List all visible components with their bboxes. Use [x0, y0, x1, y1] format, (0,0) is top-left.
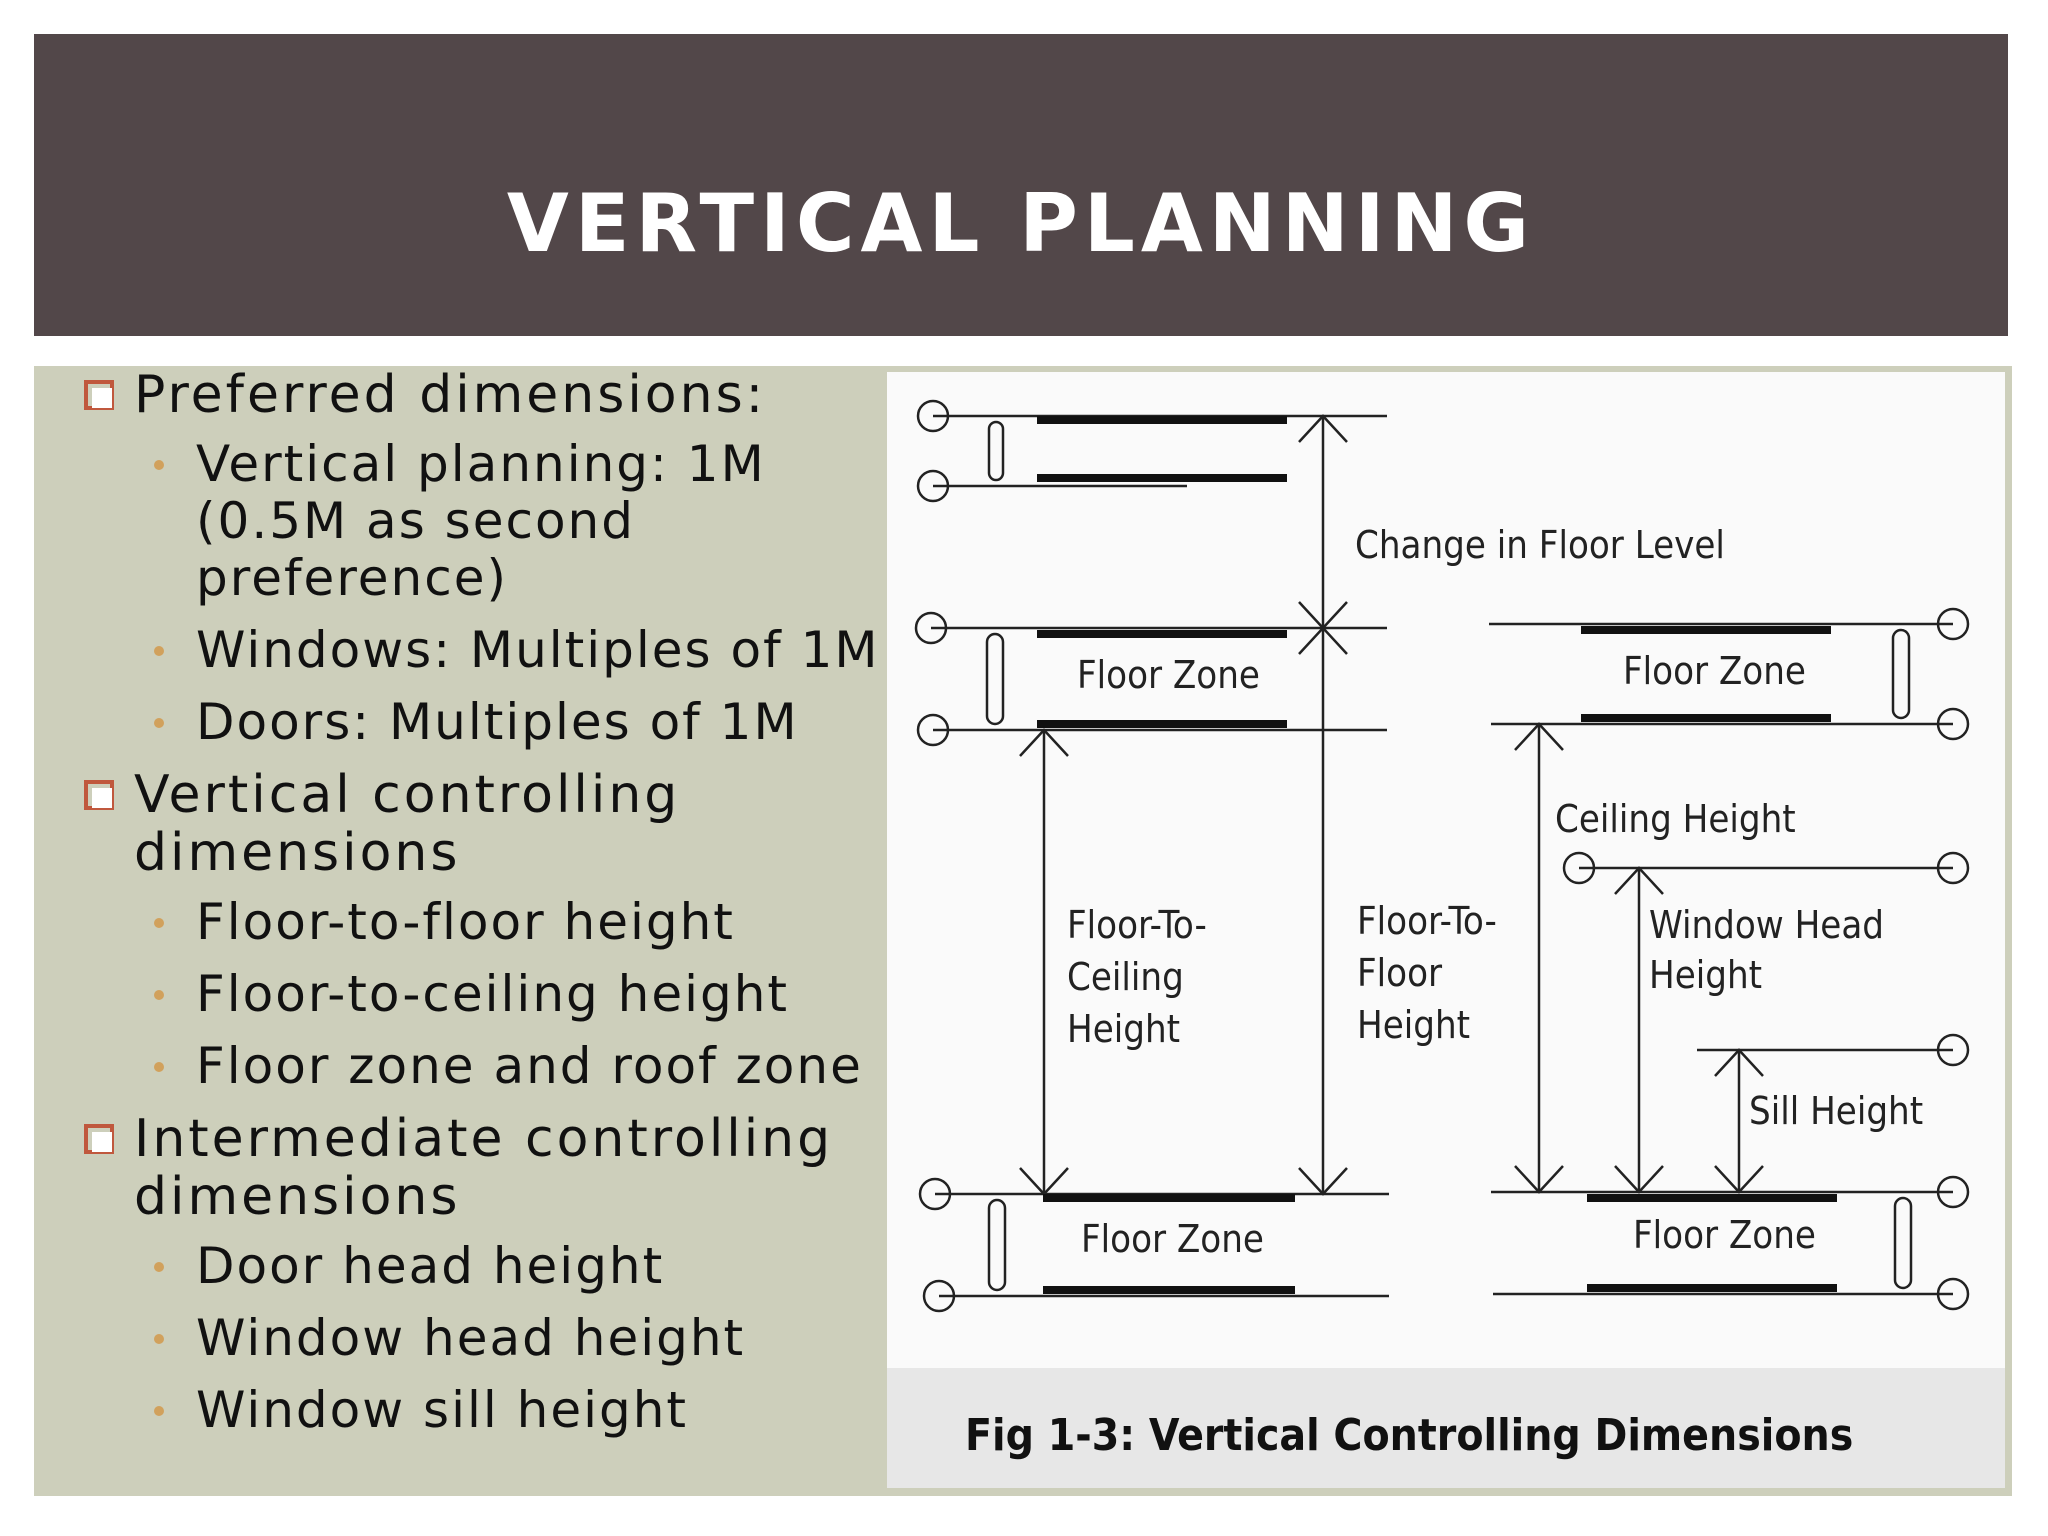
sub-bullet: Doors: Multiples of 1M	[84, 694, 924, 751]
label-floor-zone: Floor Zone	[1623, 649, 1806, 693]
square-bullet-icon	[84, 1124, 114, 1154]
dot-bullet-icon	[154, 1334, 164, 1344]
bullet-preferred-dimensions: Preferred dimensions:	[84, 366, 924, 424]
figure-caption: Fig 1-3: Vertical Controlling Dimensions	[965, 1410, 1854, 1461]
sub-bullet: Floor-to-floor height	[84, 894, 924, 951]
bullet-intermediate-controlling: Intermediate controlling dimensions	[84, 1110, 924, 1226]
sub-bullet: Window sill height	[84, 1382, 924, 1439]
sub-bullet: Floor-to-ceiling height	[84, 966, 924, 1023]
sub-bullet: Door head height	[84, 1238, 924, 1295]
bullet-list	[84, 366, 924, 1454]
sub-bullet: Floor zone and roof zone	[84, 1038, 924, 1095]
title-bar	[34, 34, 2008, 336]
sub-bullet: Windows: Multiples of 1M	[84, 622, 924, 679]
label-floor-to-ceiling-1: Floor-To-	[1067, 903, 1207, 947]
dot-bullet-icon	[154, 918, 164, 928]
label-ceiling-height: Ceiling Height	[1555, 797, 1796, 841]
dot-bullet-icon	[154, 1062, 164, 1072]
dimension-diagram	[887, 372, 2005, 1488]
bullet-vertical-controlling: Vertical controlling dimensions	[84, 766, 924, 882]
label-floor-to-ceiling-3: Height	[1067, 1007, 1181, 1051]
label-floor-to-ceiling-2: Ceiling	[1067, 955, 1184, 999]
label-window-head-2: Height	[1649, 953, 1763, 997]
content-area	[34, 366, 2012, 1496]
label-floor-to-floor-2: Floor	[1357, 951, 1443, 995]
dot-bullet-icon	[154, 1262, 164, 1272]
label-change-in-floor-level: Change in Floor Level	[1355, 523, 1725, 567]
label-floor-zone: Floor Zone	[1633, 1213, 1816, 1257]
square-bullet-icon	[84, 780, 114, 810]
dot-bullet-icon	[154, 1406, 164, 1416]
square-bullet-icon	[84, 380, 114, 410]
sub-bullet: Window head height	[84, 1310, 924, 1367]
label-floor-zone: Floor Zone	[1077, 653, 1260, 697]
sub-bullet: Vertical planning: 1M (0.5M as second preference)	[84, 436, 924, 607]
dot-bullet-icon	[154, 718, 164, 728]
label-sill-height: Sill Height	[1749, 1089, 1924, 1133]
label-floor-zone: Floor Zone	[1081, 1217, 1264, 1261]
dot-bullet-icon	[154, 646, 164, 656]
dot-bullet-icon	[154, 990, 164, 1000]
slide-title: VERTICAL PLANNING	[506, 177, 1536, 270]
figure-vertical-controlling-dimensions	[887, 372, 2005, 1488]
label-floor-to-floor-1: Floor-To-	[1357, 899, 1497, 943]
label-floor-to-floor-3: Height	[1357, 1003, 1471, 1047]
dot-bullet-icon	[154, 460, 164, 470]
label-window-head-1: Window Head	[1649, 903, 1884, 947]
